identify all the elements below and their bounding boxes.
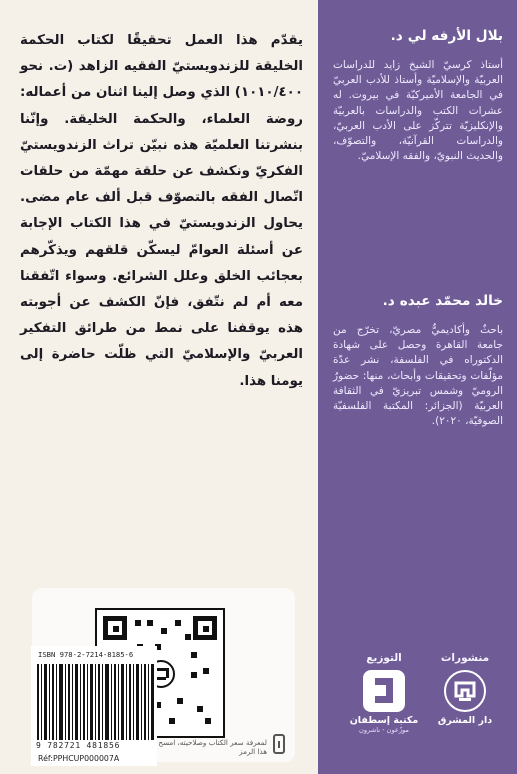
barcode bbox=[37, 664, 154, 740]
qr-module bbox=[175, 620, 181, 626]
qr-module bbox=[161, 628, 167, 634]
reference-code: Réf:PPHCUP000007A bbox=[38, 754, 120, 763]
author-name-1 bbox=[333, 28, 503, 44]
author-prefix-1: د. bbox=[390, 28, 403, 44]
author-name-text-1: بلال الأرفه لي bbox=[407, 28, 503, 44]
publisher-logo-icon bbox=[444, 670, 486, 712]
book-description: يقدّم هذا العمل تحقيقًا لكتاب الحكمة الخليقة للزندويستيّ الفقيه الزاهد (ت. نحو ١٠١٠/٤٠٠) الذي وصل إلينا اثنان من أعماله: روضة العلماء، والحكمة الخليقة. وإنّنا بنشرتنا العلميّة هذه نبيّن تراث الزندويستيّ الفكريّ ونكشف عن حلقة مهمّة من حلقات اتّصال الفقه بالتصوّف قبل ألف عام مضى. يحاول الزندويستيّ في هذا الكتاب الإجابة عن أسئلة العوامّ ليسكّن قلقهم ويذكّرهم بعجائب الخلق وعلل الشرائع. وسواء اتّفقنا معه أم لم نتّفق، فإنّ الكشف عن أجوبته هذه يوقفنا على نمط من طرائق التفكير العربيّ والإسلاميّ التي ظلّت حاضرة إلى يومنا هذا. bbox=[20, 33, 303, 389]
publisher-name: دار المشرق bbox=[437, 715, 493, 726]
qr-module bbox=[205, 718, 211, 724]
publisher-title: منشورات bbox=[440, 652, 490, 664]
author-description-2: باحثٌ وأكاديميٌّ مصريّ، تخرّج من جامعة القاهرة وحصل على شهادة الدكتوراه في الفلسفة، نشر عدّة مؤلّفات وتحقيقات وأبحاث، منها: حضورُ الروميّ وشمس تبريزيّ في الثقافة العربيّة (الجزائر: المكتبة الفلسفيّة الصوفيّة، ٢٠٢٠). bbox=[333, 324, 503, 428]
publisher-logo-svg bbox=[451, 678, 479, 704]
qr-module bbox=[185, 634, 191, 640]
phone-scan-icon bbox=[273, 734, 285, 754]
distribution-name: مكتبة إسطفان bbox=[349, 715, 419, 726]
distribution-logo-icon bbox=[363, 670, 405, 712]
barcode-number: 9 782721 481856 bbox=[36, 741, 121, 750]
qr-module bbox=[203, 668, 209, 674]
qr-module bbox=[197, 706, 203, 712]
distribution-subtitle: موزّعون - ناشرون bbox=[359, 726, 409, 734]
author-description-1: أستاذ كرسيّ الشيخ زايد للدراسات العربيّة والإسلاميّة وأستاذ للأدب العربيّ في الجامعة الأميركيّة في بيروت. له عشرات الكتب والدراسات بالعربيّة والإنكليزيّة تتركّز على الأدب العربيّ، والدراسات القرآنيّة، والتصوّف، والحديث النبويّ، والفقه الإسلاميّ. bbox=[333, 59, 503, 163]
qr-instruction: لمعرفة سعر الكتاب وصلاحيته، امسح هذا الرمز bbox=[158, 738, 267, 756]
author-name-2 bbox=[333, 293, 503, 309]
qr-module bbox=[135, 620, 141, 626]
author-bio-1 bbox=[333, 28, 503, 164]
qr-module bbox=[147, 620, 153, 626]
publisher-block bbox=[429, 652, 501, 726]
isbn-barcode-box bbox=[31, 646, 157, 766]
author-name-text-2: خالد محمّد عبده bbox=[399, 293, 503, 309]
qr-module bbox=[169, 718, 175, 724]
author-prefix-2: د. bbox=[382, 293, 395, 309]
distribution-logo-svg bbox=[371, 676, 397, 706]
author-bio-2 bbox=[333, 293, 503, 429]
distribution-title: التوزيع bbox=[366, 652, 402, 664]
qr-module bbox=[177, 698, 183, 704]
qr-finder-top-right bbox=[193, 616, 217, 640]
qr-module bbox=[191, 672, 197, 678]
isbn-label: ISBN 978-2-7214-8185-6 bbox=[38, 650, 134, 659]
qr-module bbox=[191, 652, 197, 658]
distribution-block bbox=[348, 652, 420, 734]
qr-finder-top-left bbox=[103, 616, 127, 640]
